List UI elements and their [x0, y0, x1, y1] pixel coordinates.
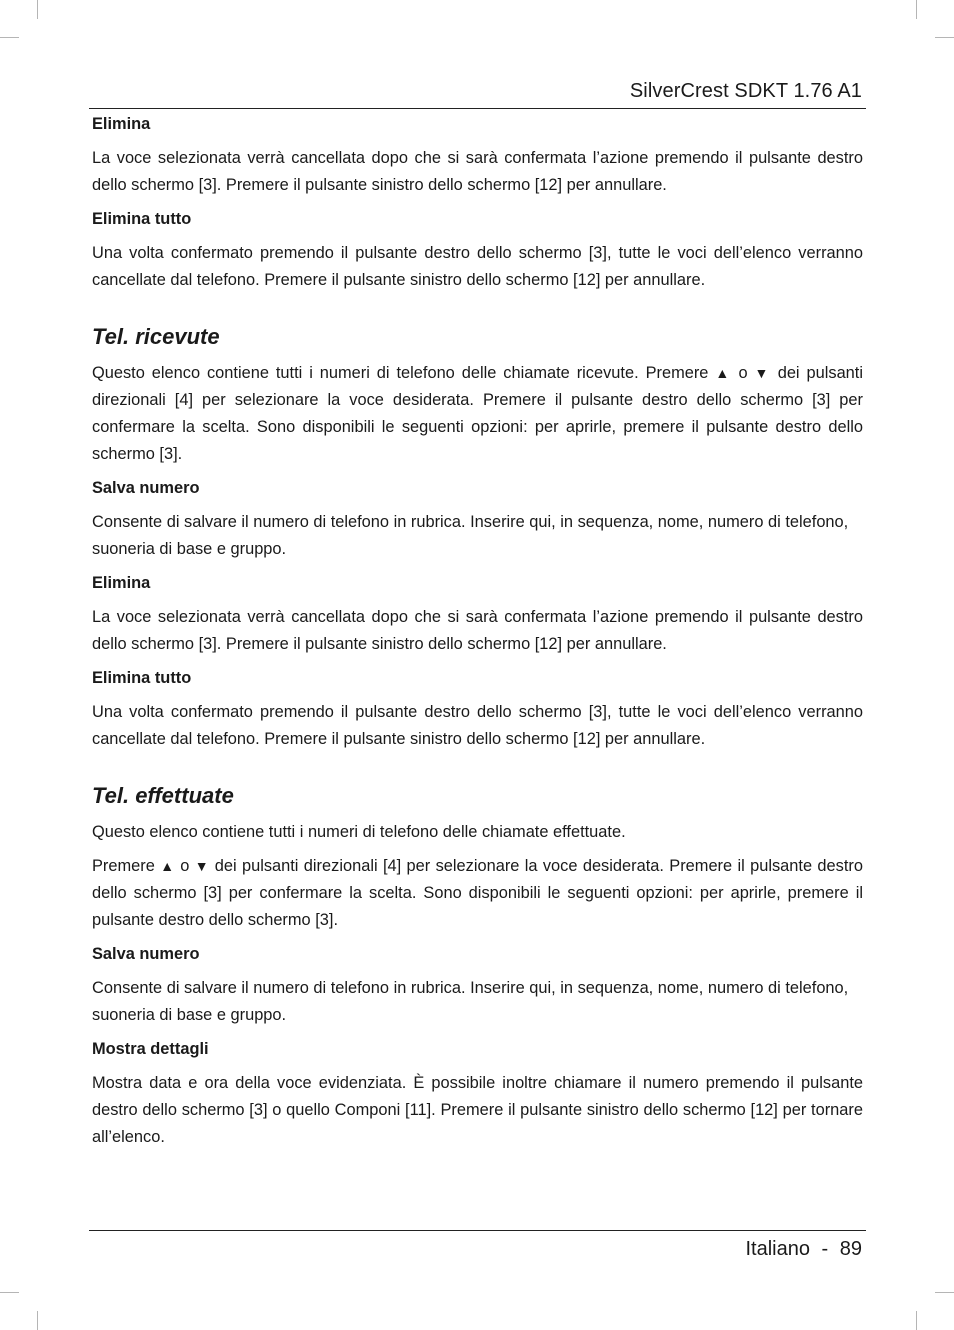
paragraph-elimina: La voce selezionata verrà cancellata dopo che si sarà confermata l’azione premendo il pulsante destro dello schermo [3]. Premere il pulsante sinistro dello schermo [12] per annullare.: [92, 149, 863, 194]
page-content: [92, 111, 863, 1151]
nav-text-2: dei pulsanti direzionali [4] per selezionare la voce desiderata. Premere il pulsante destro dello schermo [3] per confermare la scelta. Sono disponibili le seguenti opzioni: per aprirle, premere il pulsante destro dello schermo [3].: [92, 857, 863, 929]
page-number: 89: [839, 1238, 862, 1260]
arrow-down-icon: ▼: [194, 858, 210, 874]
paragraph-elimina-tutto: Una volta confermato premendo il pulsante destro dello schermo [3], tutte le voci dell’elenco verranno cancellate dal telefono. Premere il pulsante sinistro dello schermo [12] per annullare.: [92, 244, 863, 289]
heading-salva-numero: Salva numero: [92, 479, 200, 497]
crop-mark: [0, 1292, 19, 1293]
crop-mark: [916, 1311, 917, 1330]
paragraph-salva-numero: Consente di salvare il numero di telefono in rubrica. Inserire qui, in sequenza, nome, numero di telefono, suoneria di base e gruppo.: [92, 979, 849, 1024]
or-text: o: [738, 364, 748, 382]
heading-elimina-tutto: Elimina tutto: [92, 210, 192, 228]
footer-rule: [89, 1230, 866, 1231]
footer-separator: -: [821, 1238, 829, 1260]
intro-text-2: dei pulsanti direzionali [4] per selezionare la voce desiderata. Premere il pulsante destro dello schermo [3] per confermare la scelta. Sono disponibili le seguenti opzioni: per aprirle, premere il pulsante destro dello schermo [3].: [92, 364, 863, 463]
footer: [745, 1238, 862, 1261]
header-rule: [89, 108, 866, 109]
crop-mark: [935, 37, 954, 38]
paragraph-ricevute-intro: [92, 360, 863, 468]
header-title: SilverCrest SDKT 1.76 A1: [629, 80, 862, 102]
heading-salva-numero: Salva numero: [92, 945, 200, 963]
heading-elimina: Elimina: [92, 574, 151, 592]
paragraph-effettuate-nav: [92, 853, 863, 934]
crop-mark: [916, 0, 917, 19]
paragraph-elimina: La voce selezionata verrà cancellata dopo che si sarà confermata l’azione premendo il pulsante destro dello schermo [3]. Premere il pulsante sinistro dello schermo [12] per annullare.: [92, 608, 863, 653]
paragraph-salva-numero: Consente di salvare il numero di telefono in rubrica. Inserire qui, in sequenza, nome, numero di telefono, suoneria di base e gruppo.: [92, 513, 849, 558]
section-title-effettuate: Tel. effettuate: [92, 783, 234, 808]
section-title-ricevute: Tel. ricevute: [92, 324, 220, 349]
crop-mark: [935, 1292, 954, 1293]
heading-elimina-tutto: Elimina tutto: [92, 669, 192, 687]
heading-mostra-dettagli: Mostra dettagli: [92, 1040, 209, 1058]
paragraph-elimina-tutto: Una volta confermato premendo il pulsante destro dello schermo [3], tutte le voci dell’elenco verranno cancellate dal telefono. Premere il pulsante sinistro dello schermo [12] per annullare.: [92, 703, 863, 748]
paragraph-mostra-dettagli: Mostra data e ora della voce evidenziata. È possibile inoltre chiamare il numero premendo il pulsante destro dello schermo [3] o quello Componi [11]. Premere il pulsante sinistro dello schermo [12] per tornare all’elenco.: [92, 1074, 863, 1146]
crop-mark: [37, 1311, 38, 1330]
intro-text-1: Questo elenco contiene tutti i numeri di telefono delle chiamate ricevute. Premere: [92, 364, 709, 382]
paragraph-effettuate-intro: Questo elenco contiene tutti i numeri di telefono delle chiamate effettuate.: [92, 823, 626, 841]
nav-text-1: Premere: [92, 857, 155, 875]
or-text: o: [180, 857, 190, 875]
heading-elimina: Elimina: [92, 115, 151, 133]
footer-language: Italiano: [745, 1238, 810, 1260]
arrow-up-icon: ▲: [160, 858, 175, 874]
crop-mark: [37, 0, 38, 19]
crop-mark: [0, 37, 19, 38]
arrow-down-icon: ▼: [754, 365, 771, 381]
arrow-up-icon: ▲: [715, 365, 732, 381]
